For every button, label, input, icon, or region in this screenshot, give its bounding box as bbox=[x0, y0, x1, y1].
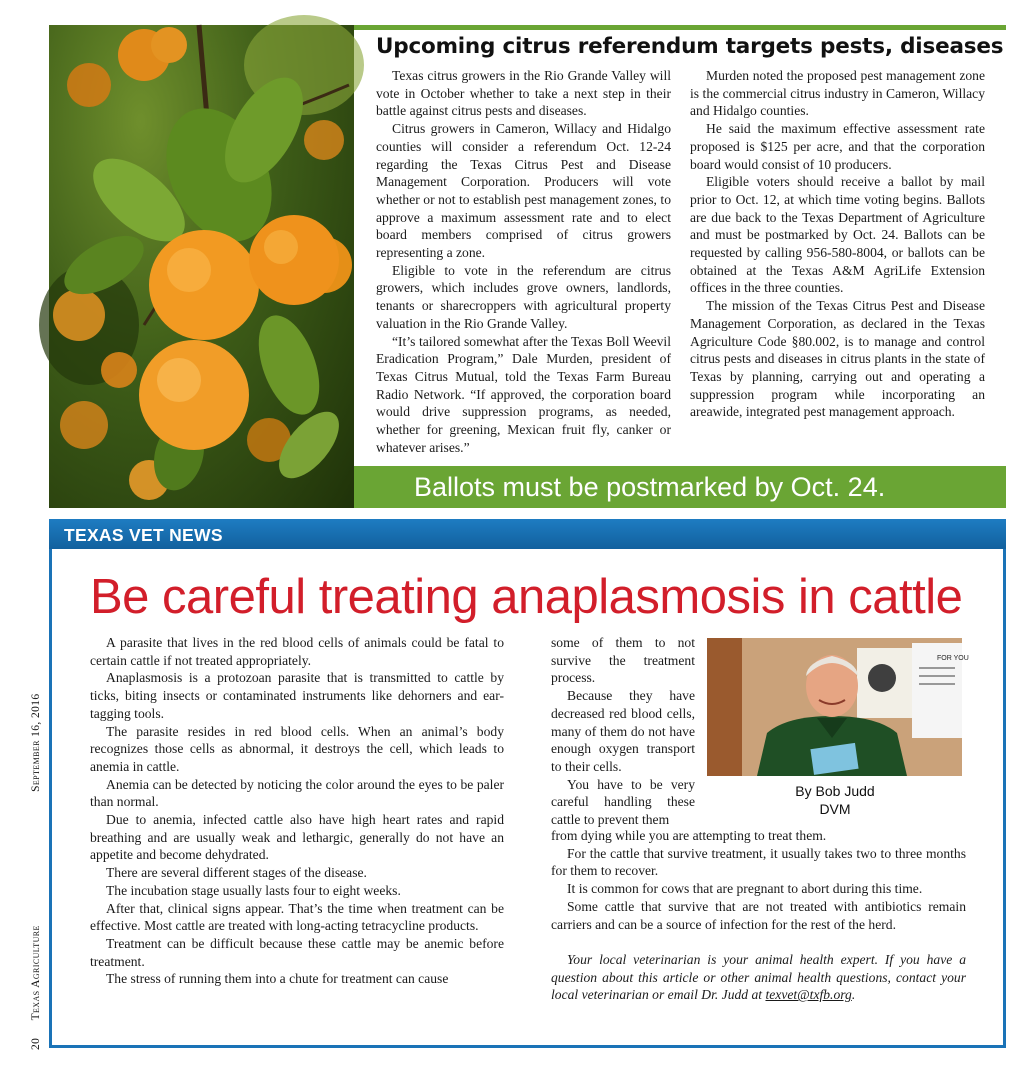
paragraph: For the cattle that survive treatment, it usually takes two to three months for them to recover. bbox=[551, 845, 966, 879]
paragraph: The incubation stage usually lasts four to eight weeks. bbox=[106, 882, 401, 898]
page-margin-info bbox=[30, 693, 42, 1050]
vet-column-2-wide bbox=[551, 827, 966, 1004]
paragraph: The mission of the Texas Citrus Pest and Disease Management Corporation, as declared in the Texas Agriculture Code §80.002, is to manage and control citrus pests and diseases in citrus plants in the state of Texas by planning, carrying out and operating a suppression program while incorporating an areawide, integrated pest management approach. bbox=[690, 298, 985, 420]
closing-note bbox=[551, 951, 966, 1004]
vet-column-2-narrow bbox=[551, 634, 695, 829]
paragraph: from dying while you are attempting to treat them. bbox=[551, 828, 827, 843]
ballot-deadline-banner: Ballots must be postmarked by Oct. 24. bbox=[354, 466, 1006, 508]
paragraph: The stress of running them into a chute for treatment can cause bbox=[106, 971, 449, 987]
paragraph: Citrus growers in Cameron, Willacy and Hidalgo counties will consider a referendum Oct. 12-24 regarding the Texas Citrus Pest and Disease Management Corporation. Producers will vote whether or not to establish pest management zones, to approve a maximum assessment rate and to elect board members comprised of citrus growers representing a zone. bbox=[376, 121, 671, 261]
citrus-column-2 bbox=[690, 67, 985, 421]
paragraph: A parasite that lives in the red blood cells of animals could be fatal to certain cattle if not treated appropriately. bbox=[90, 635, 504, 668]
paragraph: “It’s tailored somewhat after the Texas Boll Weevil Eradication Program,” Dale Murden, president of Texas Citrus Mutual, told the Texas Farm Bureau Radio Network. “If approved, the corporation board would drive suppression programs, as needed, whether for greening, Mexican fruit fly, canker or whatever arises.” bbox=[376, 333, 671, 455]
paragraph: You have to be very careful handling these cattle to prevent them bbox=[551, 776, 695, 828]
paragraph: After that, clinical signs appear. That’s the time when treatment can be effective. Most cattle are treated with long-acting tetracycline products. bbox=[90, 900, 504, 934]
vet-column-1 bbox=[90, 634, 504, 988]
vet-headline: Be careful treating anaplasmosis in cattle bbox=[90, 570, 963, 624]
citrus-headline: Upcoming citrus referendum targets pests, diseases bbox=[376, 34, 1004, 59]
section-label: TEXAS VET NEWS bbox=[64, 525, 223, 545]
paragraph: Texas citrus growers in the Rio Grande Valley will vote in October whether to take a next step in their battle against citrus pests and diseases. bbox=[376, 68, 671, 119]
paragraph: The parasite resides in red blood cells. When an animal’s body recognizes those cells as abnormal, it destroys the cell, which leads to anemia in cattle. bbox=[90, 723, 504, 774]
paragraph: Anemia can be detected by noticing the color around the eyes to be paler than normal. bbox=[90, 776, 504, 810]
paragraph: It is common for cows that are pregnant to abort during this time. bbox=[567, 881, 923, 897]
paragraph: some of them to not survive the treatment process. bbox=[551, 635, 695, 686]
paragraph: Treatment can be difficult because these cattle may be anemic before treatment. bbox=[90, 935, 504, 969]
author-title: DVM bbox=[819, 800, 851, 817]
closing-period: . bbox=[851, 987, 856, 1003]
paragraph: Eligible to vote in the referendum are citrus growers, which includes grove owners, landlords, tenants or sharecroppers with agricultural property valuation in the Rio Grande Valley. bbox=[376, 262, 671, 331]
paragraph: Anaplasmosis is a protozoan parasite that is transmitted to cattle by ticks, biting insects or contaminated instruments like dehorners and ear-tagging tools. bbox=[90, 670, 504, 721]
closing-text: Your local veterinarian is your animal health expert. If you have a question about this article or other animal health questions, contact your local veterinarian or email Dr. Judd at bbox=[551, 951, 966, 1003]
paragraph: He said the maximum effective assessment rate proposed is $125 per acre, and that the corporation board would consist of 10 producers. bbox=[690, 121, 985, 172]
paragraph: Murden noted the proposed pest management zone is the commercial citrus industry in Cameron, Willacy and Hidalgo counties. bbox=[690, 68, 985, 119]
email-link[interactable]: texvet@txfb.org bbox=[765, 987, 852, 1003]
paragraph: There are several different stages of the disease. bbox=[106, 865, 367, 881]
paragraph: Some cattle that survive that are not treated with antibiotics remain carriers and can be a source of infection for the rest of the herd. bbox=[551, 898, 966, 932]
paragraph: Eligible voters should receive a ballot by mail prior to Oct. 12, at which time voting begins. Ballots are due back to the Texas Department of Agriculture and must be postmarked by Oct. 24. Ballots can be requested by calling 956-580-8004, or ballots can be obtained at the Texas A&M AgriLife Extension offices in the three counties. bbox=[690, 174, 985, 296]
author-byline bbox=[760, 783, 910, 818]
author-photo bbox=[707, 638, 969, 776]
paragraph: Because they have decreased red blood cells, many of them do not have enough oxygen transport to their cells. bbox=[551, 688, 695, 774]
page-number: 20 bbox=[30, 1037, 42, 1050]
paragraph: Due to anemia, infected cattle also have high heart rates and rapid breathing and are usually weak and lethargic, generally do not have an appetite and become dehydrated. bbox=[90, 812, 504, 863]
top-accent-bar bbox=[354, 25, 1006, 30]
publication-name: Texas Agriculture bbox=[30, 925, 42, 1021]
author-name: By Bob Judd bbox=[795, 783, 875, 799]
citrus-column-1 bbox=[376, 67, 671, 456]
poster-text: FOR YOU bbox=[937, 655, 969, 662]
citrus-photo bbox=[49, 25, 354, 508]
issue-date: September 16, 2016 bbox=[30, 693, 42, 792]
